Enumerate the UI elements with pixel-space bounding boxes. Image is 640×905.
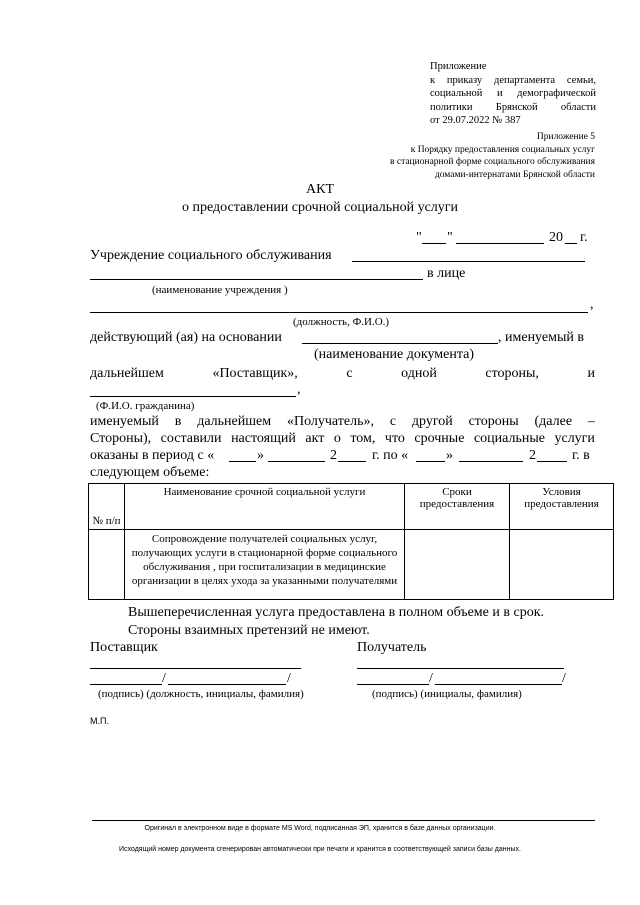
position-caption: (должность, Ф.И.О.): [293, 316, 390, 328]
date-year-prefix: 20: [549, 230, 563, 245]
appendix-procedure-line: домами-интернатами Брянской области: [434, 169, 595, 180]
word: о: [333, 431, 341, 446]
word: именуемый: [90, 414, 159, 429]
paragraph-line-1: [90, 414, 595, 430]
period-from-day-field[interactable]: [229, 461, 256, 462]
supplier-caption: (подпись) (должность, инициалы, фамилия): [98, 688, 304, 700]
word: дальнейшем: [90, 366, 164, 381]
word: «Поставщик»,: [212, 366, 298, 381]
paragraph-line-4: следующем объеме:: [90, 465, 210, 480]
recipient-caption: (подпись) (инициалы, фамилия): [372, 688, 522, 700]
supplier-line: [90, 366, 595, 382]
appendix-line: социальной и демографической: [430, 88, 596, 99]
supplier-signature-field[interactable]: [90, 684, 162, 685]
word: другой: [411, 414, 453, 429]
statement-no-claims: Стороны взаимных претензий не имеют.: [128, 623, 370, 638]
date-year-suffix: г.: [580, 230, 588, 245]
word: одной: [401, 366, 437, 381]
institution-field-continued[interactable]: [90, 279, 423, 280]
recipient-name-line[interactable]: [357, 668, 564, 669]
word: дальнейшем: [197, 414, 272, 429]
period-to-label: г. по «: [372, 448, 409, 463]
appendix-line: к приказу департамента семьи,: [430, 74, 596, 86]
basis-suffix: , именуемый в: [498, 330, 584, 345]
appendix-procedure-block: [390, 131, 595, 181]
signature-separator: /: [287, 671, 291, 686]
date-open-quote: ": [416, 230, 422, 245]
appendix-order-block: [430, 60, 596, 128]
appendix-date: от 29.07.2022 № 387: [430, 115, 521, 126]
header-service-name: Наименование срочной социальной услуги: [125, 484, 405, 530]
word: (далее: [534, 414, 573, 429]
word: составили: [160, 431, 222, 446]
comma: ,: [590, 297, 594, 312]
supplier-name-line[interactable]: [90, 668, 301, 669]
paragraph-line-2: [90, 431, 595, 447]
word: и: [587, 366, 595, 381]
date-year-field[interactable]: [565, 243, 577, 244]
word: срочные: [414, 431, 465, 446]
word: что: [384, 431, 405, 446]
terms-cell[interactable]: [405, 530, 510, 600]
institution-field[interactable]: [352, 261, 585, 262]
stamp-place: М.П.: [90, 716, 109, 726]
appendix-title: Приложение: [430, 61, 487, 72]
period-from-month-field[interactable]: [268, 461, 325, 462]
basis-label: действующий (ая) на основании: [90, 330, 282, 345]
supplier-label: Поставщик: [90, 640, 158, 655]
word: акт: [305, 431, 325, 446]
position-name-field[interactable]: [90, 312, 588, 313]
act-subtitle: о предоставлении срочной социальной услуги: [181, 200, 458, 215]
citizen-caption: (Ф.И.О. гражданина): [96, 400, 195, 412]
comma: ,: [297, 382, 301, 397]
word: стороны,: [485, 366, 539, 381]
appendix-line: политики Брянской области: [430, 101, 596, 113]
period-start-label: оказаны в период с «: [90, 448, 215, 463]
word: услуги: [554, 431, 595, 446]
appendix-procedure-title: Приложение 5: [536, 132, 595, 142]
appendix-procedure-line: к Порядку предоставления социальных услуг: [410, 144, 595, 155]
quote: »: [257, 448, 264, 463]
date-month-field[interactable]: [456, 243, 544, 244]
institution-label: Учреждение социального обслуживания: [90, 248, 332, 263]
basis-document-field[interactable]: [302, 343, 498, 344]
act-title: АКТ: [306, 182, 334, 197]
word: с: [346, 366, 353, 381]
signature-separator: /: [429, 671, 433, 686]
year-prefix: 2: [330, 448, 337, 463]
table-header-row: [89, 484, 614, 530]
word: стороны: [468, 414, 519, 429]
statement-full-volume: Вышеперечисленная услуга предоставлена в полном объеме и в срок.: [128, 605, 545, 620]
period-to-month-field[interactable]: [459, 461, 523, 462]
basis-caption: (наименование документа): [314, 347, 475, 362]
period-end-label: г. в: [572, 448, 590, 463]
word: настоящий: [231, 431, 296, 446]
year-prefix: 2: [529, 448, 536, 463]
date-close-quote: ": [447, 230, 453, 245]
word: том,: [350, 431, 376, 446]
quote: »: [446, 448, 453, 463]
recipient-label: Получатель: [357, 640, 427, 655]
word: в: [174, 414, 182, 429]
signature-separator: /: [162, 671, 166, 686]
institution-caption: (наименование учреждения ): [152, 284, 288, 296]
services-table: [88, 483, 614, 600]
header-terms: Сроки предоставления: [405, 484, 510, 530]
word: с: [389, 414, 397, 429]
word: Стороны),: [90, 431, 152, 446]
period-to-year-field[interactable]: [537, 461, 567, 462]
conditions-cell[interactable]: [510, 530, 614, 600]
citizen-name-field[interactable]: [90, 396, 296, 397]
word: –: [587, 414, 595, 429]
service-name-cell: Сопровождение получателей социальных услуг, получающих услуги в стационарной форме социального обслуживания , при госпитализации в медицинские организации в целях ухода за указанными получателями: [125, 530, 405, 600]
footer-original-note: Оригинал в электронном виде в формате MS Word, подписанная ЭП, хранится в базе данных организации.: [144, 825, 496, 832]
word: социальные: [473, 431, 545, 446]
in-person-label: в лице: [427, 266, 466, 281]
row-number-cell[interactable]: [89, 530, 125, 600]
signature-separator: /: [562, 671, 566, 686]
word: «Получатель»,: [286, 414, 374, 429]
period-from-year-field[interactable]: [338, 461, 366, 462]
recipient-signature-field[interactable]: [357, 684, 429, 685]
appendix-procedure-line: в стационарной форме социального обслуживания: [390, 157, 595, 167]
date-day-field[interactable]: [422, 243, 446, 244]
header-conditions: Условия предоставления: [510, 484, 614, 530]
period-to-day-field[interactable]: [416, 461, 445, 462]
recipient-details-field[interactable]: [435, 684, 562, 685]
footer-divider: [92, 820, 595, 821]
header-number: № п/п: [89, 484, 125, 530]
footer-number-note: Исходящий номер документа сгенерирован автоматически при печати и хранится в соответствующей записи базы данных.: [119, 846, 521, 853]
supplier-details-field[interactable]: [168, 684, 286, 685]
table-row: [89, 530, 614, 600]
